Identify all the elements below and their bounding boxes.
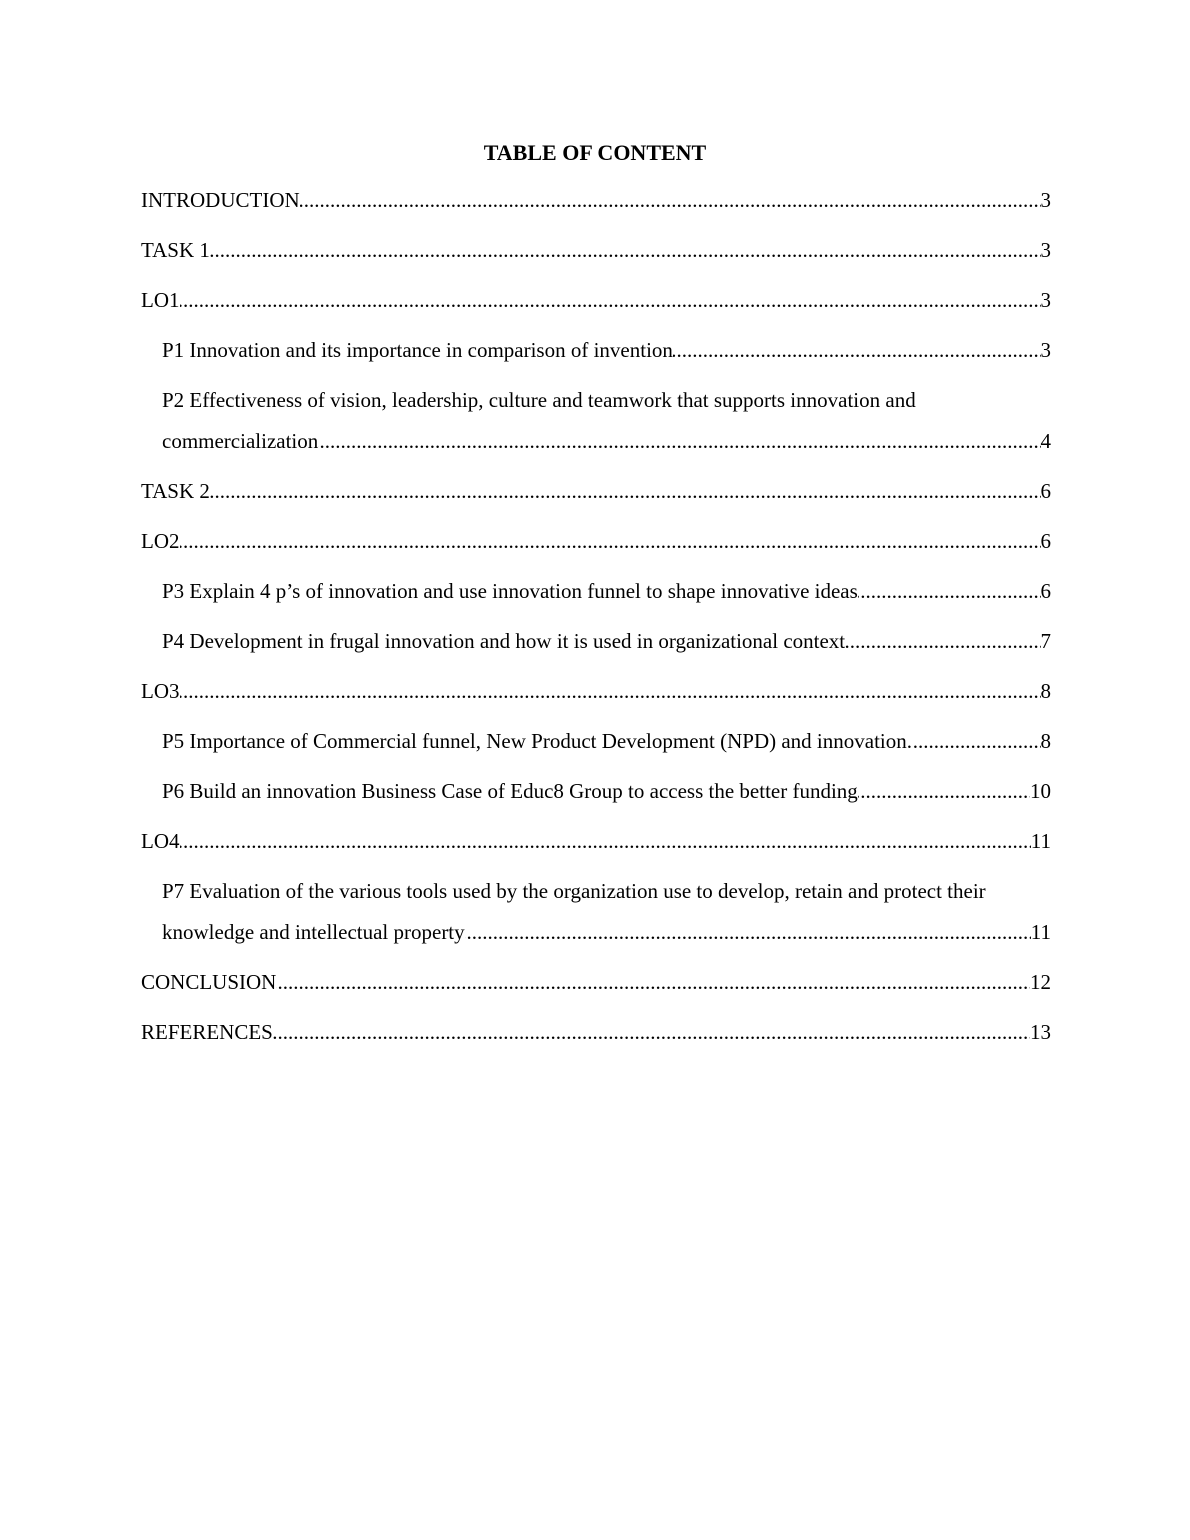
toc-entry-page-number: 11 [1031, 912, 1051, 953]
toc-entry-link[interactable] [141, 180, 1051, 221]
toc-entry-link[interactable] [141, 821, 1051, 862]
toc-entry-leader [162, 330, 1041, 371]
toc-entry-page-number: 3 [1041, 280, 1052, 321]
toc-entry-page-number: 8 [1041, 721, 1052, 762]
toc-entry [141, 380, 1051, 462]
toc-entry-leader [141, 821, 1031, 862]
toc-entry [141, 821, 1051, 862]
toc-entry-text: TASK 1 [141, 238, 210, 262]
toc-entry-page-number: 6 [1041, 521, 1052, 562]
toc-entry-text: P3 Explain 4 p’s of innovation and use innovation funnel to shape innovative ideas [162, 579, 858, 603]
toc-entry [141, 521, 1051, 562]
toc-entry [141, 180, 1051, 221]
toc-entry-link[interactable] [141, 671, 1051, 712]
toc-entry-leader [141, 521, 1041, 562]
toc-entry-link[interactable] [162, 330, 1051, 371]
toc-entry [141, 330, 1051, 371]
toc-entry-text: TASK 2 [141, 479, 210, 503]
toc-entry-link[interactable] [141, 280, 1051, 321]
toc-entry-page-number: 10 [1030, 771, 1051, 812]
toc-entry-page-number: 6 [1041, 571, 1052, 612]
toc-entry-link[interactable] [162, 621, 1051, 662]
toc-entry-link[interactable] [141, 962, 1051, 1003]
toc-entry-leader [141, 962, 1030, 1003]
toc-entry-leader [162, 571, 1041, 612]
toc-entry [141, 671, 1051, 712]
toc-entry-link[interactable] [162, 721, 1051, 762]
toc-entry-link[interactable] [162, 571, 1051, 612]
toc-title: TABLE OF CONTENT [483, 140, 707, 165]
toc-entry-text: LO2 [141, 529, 180, 553]
toc-entry-page-number: 3 [1041, 180, 1052, 221]
toc-entry [141, 721, 1051, 762]
toc-entry-text: P6 Build an innovation Business Case of Educ8 Group to access the better funding [162, 779, 858, 803]
toc-entry-link[interactable] [162, 871, 1051, 953]
toc-entry-page-number: 8 [1041, 671, 1052, 712]
toc-entry-leader [141, 671, 1041, 712]
toc-entry-text: P7 Evaluation of the various tools used by the organization use to develop, retain and protect their knowledge and intellectual property [162, 879, 986, 944]
toc-entry [141, 621, 1051, 662]
toc-entry-text: P5 Importance of Commercial funnel, New Product Development (NPD) and innovation. [162, 729, 912, 753]
toc-entry-text: P2 Effectiveness of vision, leadership, culture and teamwork that supports innovation and commercialization [162, 388, 916, 453]
toc-list [141, 180, 1051, 1062]
toc-entry [141, 771, 1051, 812]
toc-entry-leader [141, 180, 1041, 221]
toc-entry-page-number: 7 [1041, 621, 1052, 662]
toc-entry-text: INTRODUCTION [141, 188, 300, 212]
toc-entry [141, 571, 1051, 612]
toc-entry-leader [141, 280, 1041, 321]
toc-entry-text: LO4 [141, 829, 180, 853]
toc-entry-page-number: 3 [1041, 230, 1052, 271]
toc-entry-page-number: 3 [1041, 330, 1052, 371]
toc-entry-text: REFERENCES [141, 1020, 273, 1044]
toc-entry-page-number: 4 [1041, 421, 1052, 462]
toc-entry-text: LO1 [141, 288, 180, 312]
toc-entry [141, 871, 1051, 953]
toc-entry [141, 471, 1051, 512]
toc-entry-leader [162, 380, 1041, 462]
toc-entry [141, 1012, 1051, 1053]
toc-entry-link[interactable] [141, 471, 1051, 512]
toc-entry-page-number: 13 [1030, 1012, 1051, 1053]
toc-entry-leader [141, 471, 1041, 512]
toc-entry-link[interactable] [141, 521, 1051, 562]
toc-entry-text: LO3 [141, 679, 180, 703]
toc-entry-text: P1 Innovation and its importance in comparison of invention [162, 338, 673, 362]
toc-entry-leader [162, 721, 1041, 762]
toc-entry-link[interactable] [162, 771, 1051, 812]
toc-entry-leader [162, 871, 1031, 953]
toc-entry-leader [162, 621, 1041, 662]
toc-entry [141, 962, 1051, 1003]
toc-entry-link[interactable] [141, 1012, 1051, 1053]
toc-entry-page-number: 11 [1031, 821, 1051, 862]
toc-entry-leader [162, 771, 1030, 812]
toc-entry [141, 230, 1051, 271]
toc-entry-link[interactable] [162, 380, 1051, 462]
toc-entry [141, 280, 1051, 321]
toc-entry-leader [141, 1012, 1030, 1053]
toc-entry-link[interactable] [141, 230, 1051, 271]
toc-entry-page-number: 6 [1041, 471, 1052, 512]
toc-entry-text: CONCLUSION [141, 970, 277, 994]
toc-entry-page-number: 12 [1030, 962, 1051, 1003]
toc-entry-text: P4 Development in frugal innovation and how it is used in organizational context [162, 629, 846, 653]
toc-entry-leader [141, 230, 1041, 271]
